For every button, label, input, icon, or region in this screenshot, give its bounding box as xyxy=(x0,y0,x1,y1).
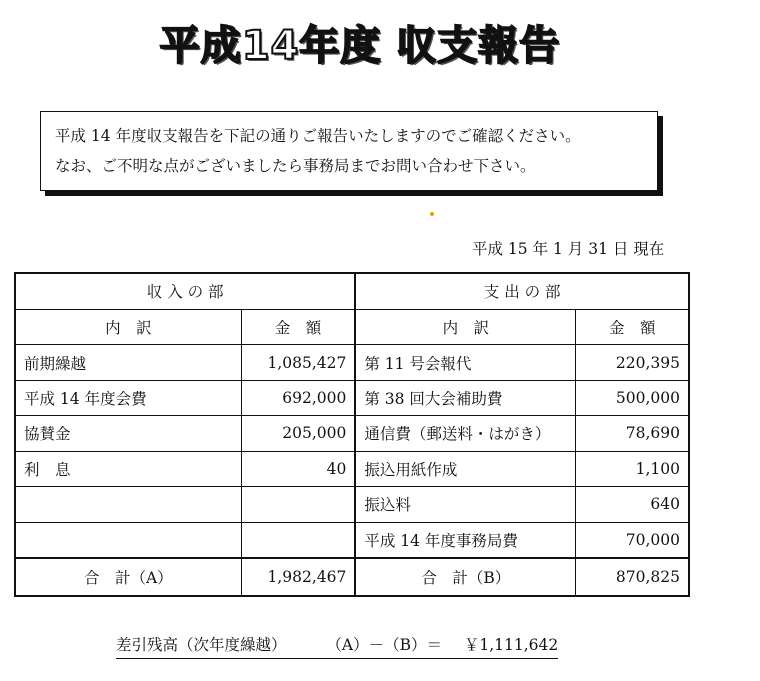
table-row xyxy=(15,522,689,557)
income-item-header: 内 訳 xyxy=(15,309,241,344)
table-row xyxy=(15,345,689,380)
balance-formula: （A）－（B）＝ xyxy=(326,636,442,654)
income-item: 利 息 xyxy=(15,451,241,486)
income-total-amount: 1,982,467 xyxy=(241,558,355,597)
total-row xyxy=(15,558,689,597)
section-header-row xyxy=(15,273,689,309)
income-amount: 40 xyxy=(241,451,355,486)
column-header-row xyxy=(15,309,689,344)
balance-amount: ￥1,111,642 xyxy=(463,636,559,654)
table-row xyxy=(15,487,689,522)
expense-amount: 500,000 xyxy=(576,380,689,415)
expense-section-label: 支 出 の 部 xyxy=(355,273,689,309)
income-amount: 1,085,427 xyxy=(241,345,355,380)
expense-item: 振込用紙作成 xyxy=(355,451,576,486)
income-item: 協賛金 xyxy=(15,416,241,451)
notice-box xyxy=(40,111,658,191)
expense-amount: 78,690 xyxy=(576,416,689,451)
expense-item: 第 11 号会報代 xyxy=(355,345,576,380)
income-amount: 205,000 xyxy=(241,416,355,451)
expense-item: 振込料 xyxy=(355,487,576,522)
expense-item: 通信費（郵送料・はがき） xyxy=(355,416,576,451)
income-amount-header: 金 額 xyxy=(241,309,355,344)
expense-item: 第 38 回大会補助費 xyxy=(355,380,576,415)
table-row xyxy=(15,380,689,415)
table-row xyxy=(15,451,689,486)
income-amount xyxy=(241,487,355,522)
balance-line xyxy=(116,633,558,659)
notice-line-1: 平成 14 年度収支報告を下記の通りご報告いたしますのでご確認ください。 xyxy=(55,127,581,145)
expense-amount-header: 金 額 xyxy=(576,309,689,344)
expense-amount: 1,100 xyxy=(576,451,689,486)
expense-amount: 640 xyxy=(576,487,689,522)
income-item: 平成 14 年度会費 xyxy=(15,380,241,415)
expense-total-amount: 870,825 xyxy=(576,558,689,597)
income-amount: 692,000 xyxy=(241,380,355,415)
income-item xyxy=(15,522,241,557)
income-section-label: 収 入 の 部 xyxy=(15,273,355,309)
income-item xyxy=(15,487,241,522)
decorative-dot xyxy=(430,212,434,216)
balance-label: 差引残高（次年度繰越） xyxy=(116,636,287,654)
table-row xyxy=(15,416,689,451)
as-of-date: 平成 15 年 1 月 31 日 現在 xyxy=(472,240,665,258)
income-total-label: 合 計（A） xyxy=(15,558,241,597)
income-expense-table xyxy=(14,272,690,597)
expense-total-label: 合 計（B） xyxy=(355,558,576,597)
income-item: 前期繰越 xyxy=(15,345,241,380)
report-title: 平成14年度 収支報告 xyxy=(159,23,561,69)
expense-amount: 70,000 xyxy=(576,522,689,557)
income-amount xyxy=(241,522,355,557)
expense-item: 平成 14 年度事務局費 xyxy=(355,522,576,557)
notice-line-2: なお、ご不明な点がございましたら事務局までお問い合わせ下さい。 xyxy=(55,157,536,175)
expense-item-header: 内 訳 xyxy=(355,309,576,344)
expense-amount: 220,395 xyxy=(576,345,689,380)
